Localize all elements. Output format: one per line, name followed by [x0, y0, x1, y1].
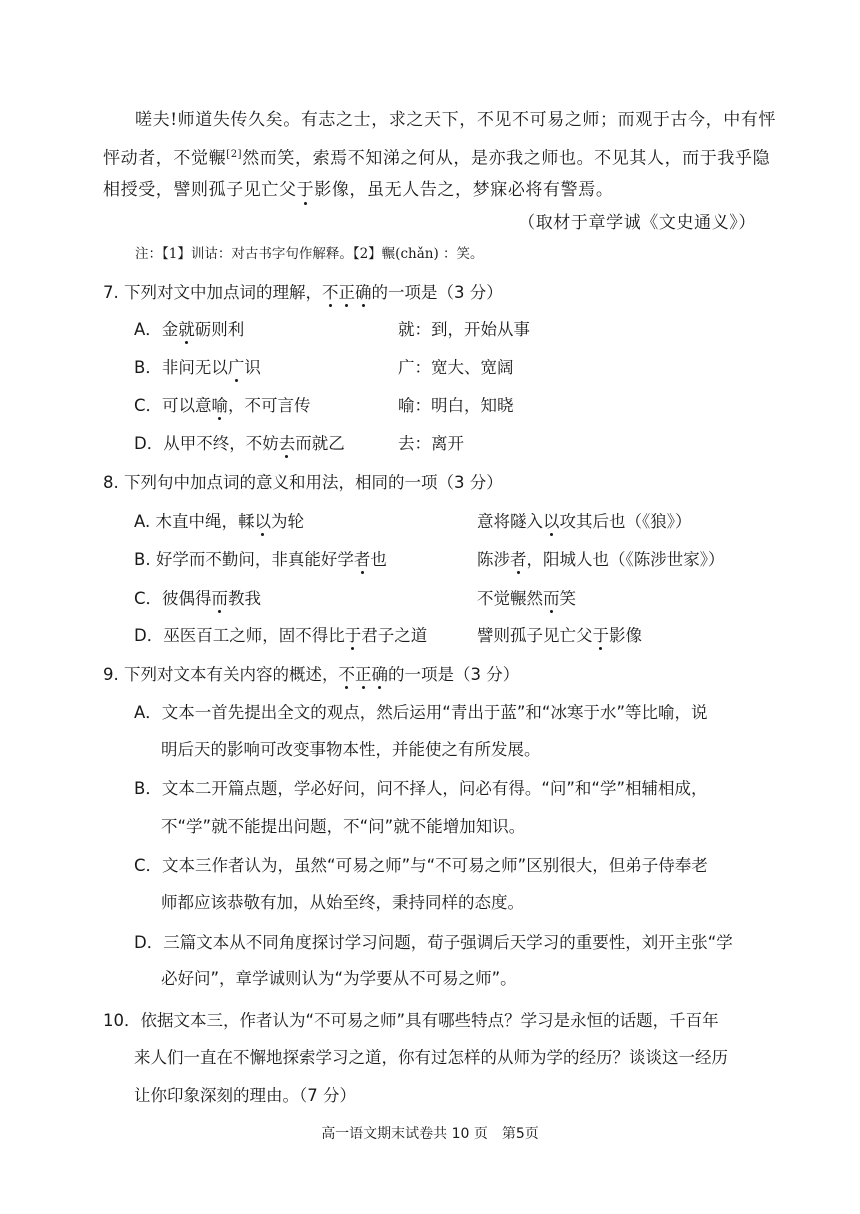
q7-option-a: [134, 318, 244, 342]
dotted-char: 而: [543, 589, 560, 608]
option-label: D．: [134, 626, 164, 645]
q9-option-c-cont: 师都应该恭敬有加，从始至终，秉持同样的态度。: [161, 893, 524, 912]
option-text: 为轮: [271, 512, 304, 531]
passage-line-3-b: 影像，虽无人告之，梦寐必将有警焉。: [314, 180, 614, 200]
passage-line-2-b: 然而笑，索焉不知涕之何从，是亦我之师也。不见其人，而于我乎隐: [242, 148, 771, 169]
q10-line-3: 让你印象深刻的理由。（7 分）: [134, 1086, 356, 1105]
dotted-char: 广: [227, 358, 245, 377]
option-text: 三篇文本从不同角度探讨学习问题，荀子强调后天学习的重要性，刘开主张“学: [163, 933, 733, 952]
q8-option-b: [134, 548, 387, 572]
option-label: B．: [134, 358, 162, 377]
option-text: 金: [161, 320, 179, 339]
option-label: C．: [134, 589, 163, 608]
dotted-char: 正: [355, 665, 372, 684]
dotted-char: 确: [355, 283, 372, 302]
q9-option-d: [134, 931, 733, 955]
option-text: 不觉冁然: [477, 589, 543, 608]
passage-line-1: 嗟夫!师道失传久矣。有志之士，求之天下，不见不可易之师；而观于古今，中有怦: [135, 110, 777, 130]
q9-option-a-cont: 明后天的影响可改变事物本性，并能使之有所发展。: [161, 740, 541, 759]
option-text: 砺则利: [194, 320, 245, 339]
footnote-marker: [2]: [226, 149, 243, 160]
option-label: C．: [134, 396, 163, 415]
passage-line-2-a: 怦动者，不觉冁: [103, 148, 227, 169]
q8-option-a: [134, 510, 304, 534]
passage-source: （取材于章学诚《文史通义》）: [518, 213, 756, 233]
q10-line-1: 10．依据文本三，作者认为“不可易之师”具有哪些特点？学习是永恒的话题，千百年: [103, 1011, 719, 1030]
dotted-char: 以: [543, 512, 560, 531]
option-text: 教我: [228, 589, 262, 608]
q7-stem: [103, 281, 503, 305]
q7-option-d-answer: 去：离开: [398, 434, 464, 453]
q9-stem-a: 9. 下列对文本有关内容的概述，: [103, 665, 339, 684]
q10-line-2: 来人们一直在不懈地探索学习之道，你有过怎样的从师为学的经历？谈谈这一经历: [134, 1048, 728, 1067]
option-label: B.: [134, 550, 151, 569]
option-text: 意将隧入: [477, 512, 543, 531]
option-text: ，不可言传: [228, 396, 311, 415]
q8-option-d-right: [477, 624, 642, 648]
option-text: 从甲不终，不妨: [163, 434, 279, 453]
footnote: 注：【1】训诂：对古书字句作解释。【2】冁(chǎn) ：笑。: [135, 246, 484, 262]
option-label: D．: [134, 933, 164, 952]
q7-stem-b: 的一项是（3 分）: [371, 283, 503, 302]
page-footer: 高一语文期末试卷共 10 页 第5页: [321, 1126, 539, 1142]
q8-option-a-right: [477, 510, 692, 534]
option-text: 好学而不勤问，非真能好学: [155, 550, 354, 569]
q9-stem: [103, 663, 519, 687]
option-text: 而就乙: [295, 434, 345, 453]
option-text: 攻其后也（《狼》）: [559, 512, 692, 531]
passage-line-3-a: 相授受，譬则孤子见亡父: [103, 180, 297, 200]
q9-option-b-cont: 不“学”就不能提出问题，不“问”就不能增加知识。: [161, 817, 526, 836]
dotted-char: 于: [344, 626, 362, 645]
option-text: 也: [370, 550, 387, 569]
dotted-char: 于: [296, 180, 315, 200]
dotted-char: 确: [371, 665, 388, 684]
option-text: 识: [244, 358, 261, 377]
dotted-char: 喻: [211, 396, 229, 415]
option-text: 笑: [559, 589, 576, 608]
dotted-char: 去: [278, 434, 296, 453]
option-text: 譬则孤子见亡父: [477, 626, 593, 645]
dotted-char: 以: [254, 512, 271, 531]
option-text: 文本一首先提出全文的观点，然后运用“青出于蓝”和“冰寒于水”等比喻，说: [161, 703, 708, 722]
q7-stem-a: 7. 下列对文中加点词的理解，: [103, 283, 322, 302]
q8-option-b-right: [477, 548, 725, 572]
q8-option-c: [134, 587, 261, 611]
option-text: 可以意: [162, 396, 212, 415]
q7-option-a-answer: 就：到，开始从事: [398, 320, 530, 339]
passage-line-2: [103, 143, 770, 171]
option-text: 彼偶得: [162, 589, 212, 608]
q8-option-c-right: [477, 587, 576, 611]
q7-option-c-answer: 喻：明白，知晓: [398, 396, 514, 415]
option-label: C．: [134, 856, 163, 875]
option-text: 君子之道: [361, 626, 428, 645]
dotted-char: 正: [338, 283, 355, 302]
option-text: 文本二开篇点题，学必好问，问不择人，问必有得。“问”和“学”相辅相成，: [161, 779, 708, 798]
option-label: D．: [134, 434, 164, 453]
q7-option-d: [134, 432, 345, 456]
dotted-char: 不: [338, 665, 355, 684]
dotted-char: 于: [592, 626, 609, 645]
dotted-char: 者: [510, 550, 527, 569]
dotted-char: 不: [322, 283, 339, 302]
q9-option-b: [134, 777, 708, 801]
q8-stem: 8. 下列句中加点词的意义和用法，相同的一项（3 分）: [103, 473, 503, 492]
q9-option-a: [134, 701, 708, 725]
q7-option-c: [134, 394, 311, 418]
dotted-char: 而: [211, 589, 229, 608]
q7-option-b-answer: 广：宽大、宽阔: [398, 358, 514, 377]
option-label: A.: [134, 512, 151, 531]
option-text: 木直中绳，輮: [155, 512, 255, 531]
option-text: ，阳城人也（《陈涉世家》）: [526, 550, 725, 569]
option-text: 影像: [609, 626, 642, 645]
q7-option-b: [134, 356, 261, 380]
q9-option-c: [134, 854, 708, 878]
passage-line-3: [103, 178, 613, 202]
q9-option-d-cont: 必好问”，章学诚则认为“为学要从不可易之师”。: [161, 969, 517, 988]
option-label: A．: [134, 320, 162, 339]
option-text: 陈涉: [477, 550, 510, 569]
dotted-char: 者: [353, 550, 371, 569]
dotted-char: 就: [178, 320, 195, 339]
q9-stem-b: 的一项是（3 分）: [388, 665, 520, 684]
option-label: A．: [134, 703, 162, 722]
q8-option-d: [134, 624, 427, 648]
option-label: B．: [134, 779, 162, 798]
option-text: 文本三作者认为，虽然“可易之师”与“不可易之师”区别很大，但弟子侍奉老: [162, 856, 708, 875]
option-text: 非问无以: [161, 358, 228, 377]
option-text: 巫医百工之师，固不得比: [163, 626, 345, 645]
